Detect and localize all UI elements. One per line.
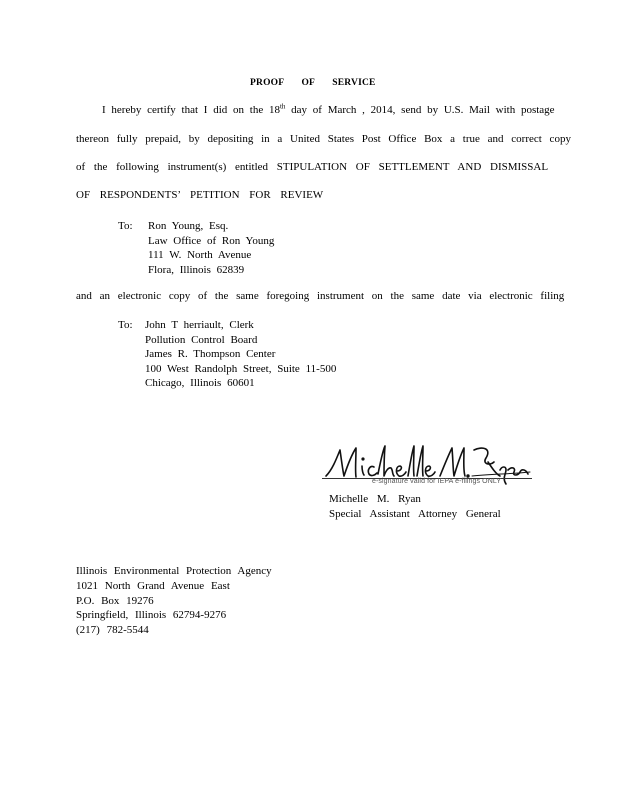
agency-line: (217) 782-5544 [76, 624, 149, 637]
recipient-address-2 [145, 318, 336, 391]
agency-line: Illinois Environmental Protection Agency [76, 565, 272, 577]
address-line: 111 W. North Avenue [148, 249, 252, 261]
agency-line: 1021 North Grand Avenue East [76, 579, 230, 592]
signer-title: Special Assistant Attorney General [329, 508, 501, 520]
certify-text-b: day of March , 2014, send by U.S. Mail with postage [285, 104, 555, 116]
address-line: John T herriault, Clerk [145, 319, 254, 331]
to-label-1: To: [118, 220, 133, 232]
agency-line: P.O. Box 19276 [76, 594, 154, 607]
address-line: Ron Young, Esq. [148, 220, 229, 232]
address-line: Law Office of Ron Young [148, 234, 275, 247]
address-line: Chicago, Illinois 60601 [145, 377, 255, 389]
address-line: James R. Thompson Center [145, 348, 276, 360]
address-line: 100 West Randolph Street, Suite 11-500 [145, 362, 337, 375]
signer-name: Michelle M. Ryan [329, 493, 421, 505]
esignature-caption: e-signature valid for IEPA e-filings ONLY [372, 478, 502, 485]
agency-address-block [76, 564, 272, 638]
certify-line-4: OF RESPONDENTS’ PETITION FOR REVIEW [76, 189, 324, 201]
certify-line-1 [102, 104, 555, 116]
ordinal-suffix: th [279, 102, 286, 111]
agency-line: Springfield, Illinois 62794-9276 [76, 609, 227, 622]
document-title: PROOF OF SERVICE [250, 78, 376, 88]
address-line: Flora, Illinois 62839 [148, 263, 245, 276]
recipient-address-1 [148, 219, 274, 277]
certify-line-3: of the following instrument(s) entitled STIPULATION OF SETTLEMENT AND DISMISSAL [76, 161, 549, 173]
certify-text-a: I hereby certify that I did on the 18 [102, 104, 280, 116]
address-line: Pollution Control Board [145, 333, 258, 346]
certify-line-2: thereon fully prepaid, by depositing in a United States Post Office Box a true and correct copy [76, 133, 571, 145]
signer-block [329, 492, 501, 522]
to-label-2: To: [118, 319, 133, 331]
electronic-filing-line: and an electronic copy of the same foregoing instrument on the same date via electronic filing [76, 290, 565, 302]
